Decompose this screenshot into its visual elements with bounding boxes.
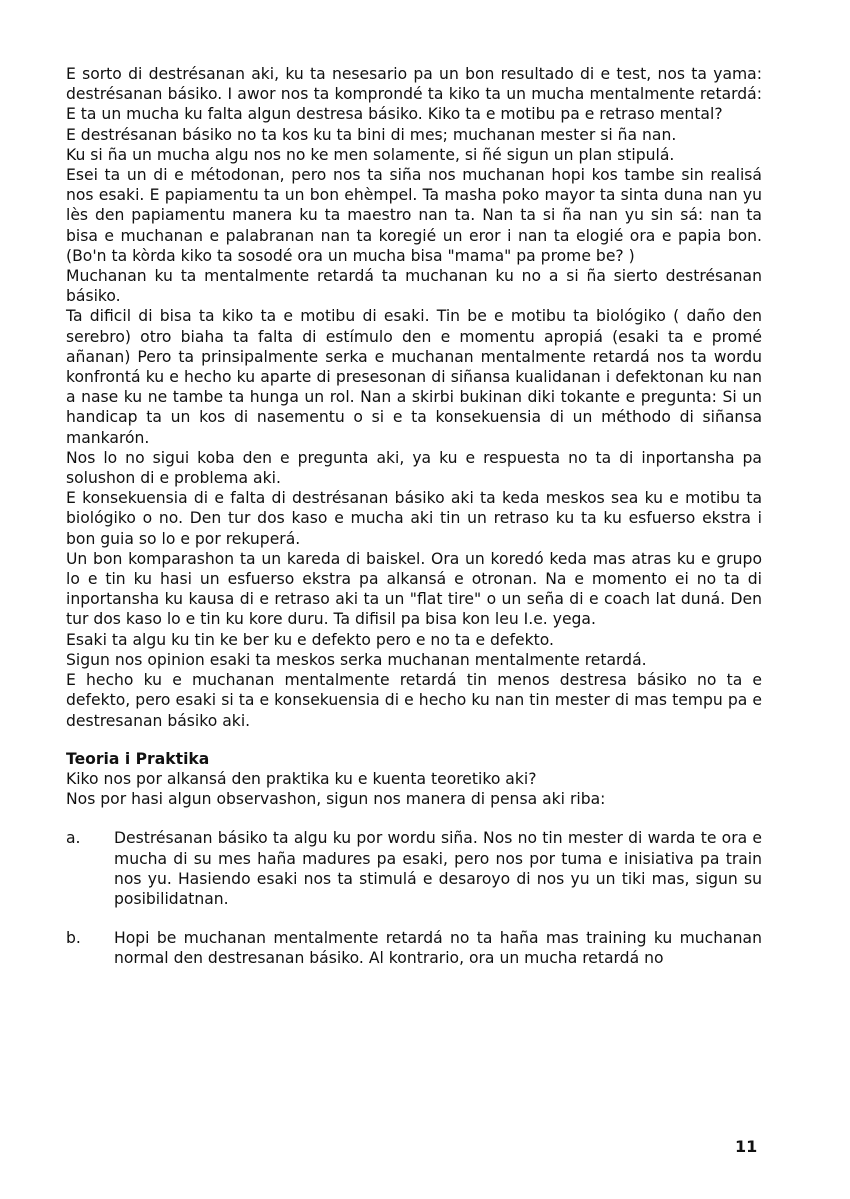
body-paragraph-3: Ku si ña un mucha algu nos no ke men solamente, si ñé sigun un plan stipulá. [66, 145, 675, 164]
list-marker: b. [66, 929, 81, 948]
section-intro-2: Nos por hasi algun observashon, sigun nos manera di pensa aki riba: [66, 790, 606, 809]
body-paragraph-1: E sorto di destrésanan aki, ku ta nesesario pa un bon resultado di e test, nos ta yama: destrésanan básiko. I awor nos ta komprondé ta kiko ta un mucha mentalmente retardá: E ta un mucha ku falta algun destresa básiko. Kiko ta e motibu pa e retraso mental? [66, 65, 762, 124]
body-paragraph-11: Sigun nos opinion esaki ta meskos serka muchanan mentalmente retardá. [66, 650, 647, 669]
body-paragraph-10: Esaki ta algu ku tin ke ber ku e defekto pero e no ta e defekto. [66, 630, 554, 649]
list-item [66, 928, 762, 968]
body-paragraph-7: Nos lo no sigui koba den e pregunta aki, ya ku e respuesta no ta di inportansha pa solushon di e problema aki. [66, 448, 762, 488]
page-number: 11 [735, 1137, 758, 1156]
list-marker: a. [66, 829, 81, 848]
body-paragraph-9: Un bon komparashon ta un kareda di baiskel. Ora un koredó keda mas atras ku e grupo lo e tin ku hasi un esfuerso ekstra pa alkansá e otronan. Na e momento ei no ta di inportansha ku kausa di e retraso aki ta un "flat tire" o un seña di e coach lat duná. Den tur dos kaso lo e tin ku kore duru. Ta difisil pa bisa kon leu I.e. yega. [66, 549, 762, 629]
body-paragraph-12: E hecho ku e muchanan mentalmente retardá tin menos destresa básiko no ta e defekto, pero esaki si ta e konsekuensia di e hecho ku nan tin mester di mas tempu pa e destresanan básiko aki. [66, 671, 762, 730]
body-paragraph-6: Ta dificil di bisa ta kiko ta e motibu di esaki. Tin be e motibu ta biológiko ( daño den serebro) otro biaha ta falta di estímulo den e momentu apropiá (esaki ta e promé añanan) Pero ta prinsipalmente serka e muchanan mentalmente retardá nos ta wordu konfrontá ku e hecho ku aparte di presesonan di siñansa kualidanan i defektonan ku nan a nase ku ne tambe ta hunga un rol. Nan a skirbi bukinan diki tokante e pregunta: Si un handicap ta un kos di nasementu o si e ta konsekuensia di un méthodo di siñansa mankarón. [66, 307, 762, 447]
page-body [66, 64, 762, 969]
section-heading: Teoria i Praktika [66, 749, 210, 768]
body-paragraph-2: E destrésanan básiko no ta kos ku ta bini di mes; muchanan mester si ña nan. [66, 125, 677, 144]
list-item-text: Hopi be muchanan mentalmente retardá no ta haña mas training ku muchanan normal den destresanan básiko. Al kontrario, ora un mucha retardá no [114, 929, 762, 968]
list-item-text: Destrésanan básiko ta algu ku por wordu siña. Nos no tin mester di warda te ora e mucha di su mes haña madures pa esaki, pero nos por tuma e inisiativa pa train nos yu. Hasiendo esaki nos ta stimulá e desaroyo di nos yu un tiki mas, sigun su posibilidatnan. [114, 829, 762, 908]
list-item [66, 828, 762, 909]
section-intro-1: Kiko nos por alkansá den praktika ku e kuenta teoretiko aki? [66, 769, 537, 788]
body-paragraph-4: Esei ta un di e métodonan, pero nos ta siña nos muchanan hopi kos tambe sin realisá nos esaki. E papiamentu ta un bon ehèmpel. Ta masha poko mayor ta sinta duna nan yu lès den papiamentu manera ku ta maestro nan ta. Nan ta si ña nan yu sin sá: nan ta bisa e muchanan e palabranan nan ta koregié un eror i nan ta elogié ora e papia bon. (Bo'n ta kòrda kiko ta sosodé ora un mucha bisa "mama" pa prome be? ) [66, 166, 762, 265]
observation-list [66, 828, 762, 968]
body-paragraph-8: E konsekuensia di e falta di destrésanan básiko aki ta keda meskos sea ku e motibu ta biológiko o no. Den tur dos kaso e mucha aki tin un retraso ku ta ku esfuerso ekstra i bon guia so lo e por rekuperá. [66, 489, 762, 548]
body-paragraph-5: Muchanan ku ta mentalmente retardá ta muchanan ku no a si ña sierto destrésanan básiko. [66, 267, 762, 306]
